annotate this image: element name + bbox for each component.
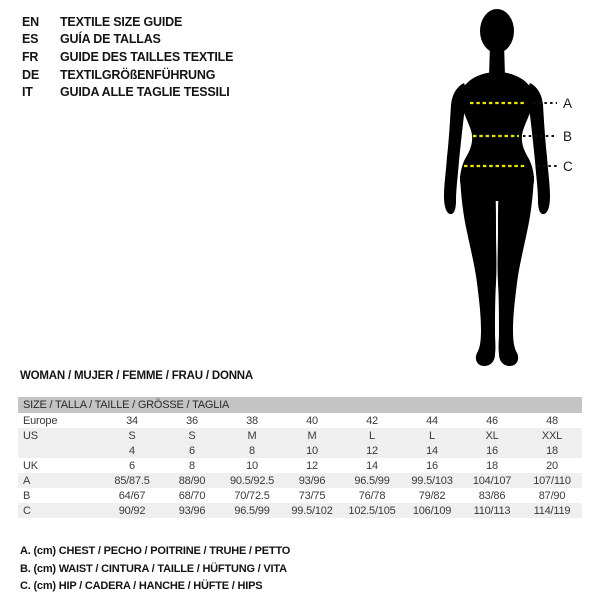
language-row [22, 13, 233, 31]
size-cell: 99.5/102 [291, 504, 333, 517]
size-table [18, 413, 582, 518]
size-row-label: A [23, 474, 31, 487]
size-cell: XXL [541, 429, 563, 442]
language-code: EN [22, 14, 39, 29]
table-group-title: WOMAN / MUJER / FEMME / FRAU / DONNA [20, 370, 254, 382]
size-cell: L [369, 429, 375, 442]
size-table-row [18, 473, 582, 488]
language-title-list [22, 13, 233, 101]
size-cell: 12 [306, 459, 318, 472]
size-row-label [18, 443, 102, 458]
measurement-legend [20, 543, 290, 596]
marker-b-label: B [563, 129, 573, 144]
size-cell: M [307, 429, 317, 442]
marker-c-label: C [563, 159, 573, 174]
size-cell: 6 [129, 459, 135, 472]
size-cell: 93/96 [178, 504, 206, 517]
size-cell: 110/113 [473, 504, 511, 517]
size-cell: 93/96 [298, 474, 326, 487]
size-table-row [18, 443, 582, 458]
language-code: DE [22, 67, 39, 82]
size-cell: 85/87.5 [114, 474, 150, 487]
size-cell: 10 [246, 459, 258, 472]
language-code: ES [22, 32, 39, 47]
legend-row: B. (cm) WAIST / CINTURA / TAILLE / HÜFTUNG / VITA [20, 562, 287, 575]
size-cell: XL [485, 429, 499, 442]
size-table-row [18, 428, 582, 443]
body-measurement-figure [400, 0, 600, 380]
language-code: IT [22, 85, 33, 100]
size-cell: 8 [189, 459, 195, 472]
size-cell: 88/90 [178, 474, 206, 487]
language-title: GUIDA ALLE TAGLIE TESSILI [60, 85, 230, 100]
size-cell: S [188, 429, 196, 442]
size-table-section [18, 397, 582, 518]
size-cell: 64/67 [118, 489, 146, 502]
language-row [22, 31, 233, 49]
language-title: GUÍA DE TALLAS [60, 32, 161, 47]
size-cell: 10 [306, 444, 318, 457]
language-row [22, 48, 233, 66]
size-cell: 18 [486, 459, 498, 472]
size-cell: 106/109 [412, 504, 452, 517]
size-table-row [18, 503, 582, 518]
size-cell: 79/82 [418, 489, 446, 502]
size-cell: 104/107 [472, 474, 512, 487]
size-cell: 14 [366, 459, 378, 472]
size-row-label: UK [23, 459, 38, 472]
size-table-row [18, 458, 582, 473]
size-cell: 38 [246, 414, 258, 427]
size-cell: 68/70 [178, 489, 206, 502]
size-table-header: SIZE / TALLA / TAILLE / GRÖSSE / TAGLIA [18, 397, 582, 413]
size-row-label: US [23, 429, 38, 442]
size-cell: 90/92 [118, 504, 146, 517]
size-cell: 36 [186, 414, 198, 427]
size-cell: 6 [189, 444, 195, 457]
woman-silhouette [444, 9, 550, 366]
size-table-body [18, 413, 582, 518]
size-cell: 96.5/99 [354, 474, 390, 487]
size-row-label: Europe [23, 414, 58, 427]
size-cell: 90.5/92.5 [229, 474, 275, 487]
size-cell: 87/90 [538, 489, 566, 502]
size-cell: 70/72.5 [234, 489, 270, 502]
silhouette-torso [460, 72, 534, 201]
size-cell: 8 [249, 444, 255, 457]
size-cell: 114/119 [533, 504, 571, 517]
size-cell: 12 [366, 444, 378, 457]
size-cell: 40 [306, 414, 318, 427]
size-row-label: C [23, 504, 31, 517]
size-cell: 73/75 [298, 489, 326, 502]
size-cell: 16 [426, 459, 438, 472]
silhouette-neck [489, 44, 505, 76]
size-cell: 76/78 [358, 489, 386, 502]
language-code: FR [22, 49, 39, 64]
size-cell: 18 [546, 444, 558, 457]
language-title: TEXTILE SIZE GUIDE [60, 14, 183, 29]
size-cell: L [429, 429, 435, 442]
language-title: TEXTILGRÖßENFÜHRUNG [60, 67, 216, 82]
size-cell: 4 [129, 444, 135, 457]
size-row-label: B [23, 489, 31, 502]
language-row [22, 66, 233, 84]
legend-row: A. (cm) CHEST / PECHO / POITRINE / TRUHE / PETTO [20, 545, 291, 557]
size-cell: 96.5/99 [234, 504, 270, 517]
size-table-row [18, 413, 582, 428]
language-row [22, 83, 233, 101]
language-title: GUIDE DES TAILLES TEXTILE [60, 49, 234, 64]
size-cell: 102.5/105 [348, 504, 396, 517]
size-cell: 20 [546, 459, 558, 472]
size-cell: 48 [546, 414, 558, 427]
size-table-row [18, 488, 582, 503]
size-cell: 83/86 [478, 489, 506, 502]
marker-a-label: A [563, 96, 573, 111]
silhouette-left-leg [460, 176, 496, 366]
size-cell: 16 [486, 444, 498, 457]
size-cell: 42 [366, 414, 378, 427]
size-cell: 44 [426, 414, 438, 427]
legend-row: C. (cm) HIP / CADERA / HANCHE / HÜFTE / HIPS [20, 580, 263, 592]
size-cell: 46 [486, 414, 498, 427]
silhouette-right-leg [498, 176, 534, 366]
size-cell: S [128, 429, 136, 442]
size-cell: 107/110 [533, 474, 571, 487]
size-cell: M [247, 429, 257, 442]
size-cell: 14 [426, 444, 438, 457]
size-cell: 34 [126, 414, 138, 427]
size-cell: 99.5/103 [411, 474, 453, 487]
